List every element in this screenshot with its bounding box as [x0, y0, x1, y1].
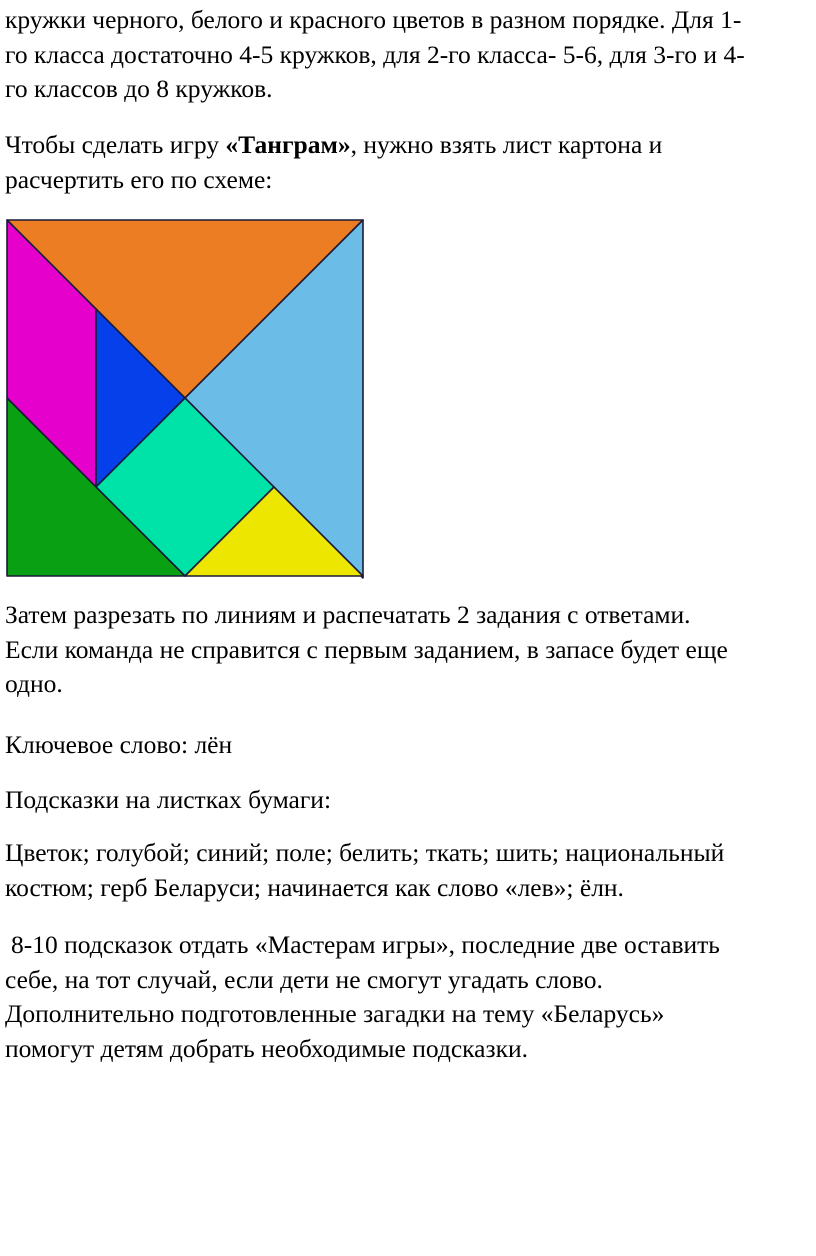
- text-segment: 8-10 подсказок отдать «Мастерам игры», последние две оставить: [11, 930, 720, 959]
- text-line: Подсказки на листках бумаги:: [5, 785, 332, 814]
- text-line: одно.: [5, 669, 63, 698]
- paragraph-game-masters: [5, 928, 720, 1066]
- text-line: кружки черного, белого и красного цветов в разном порядке. Для 1-: [5, 5, 742, 34]
- text-line: Затем разрезать по линиям и распечатать 2 задания с ответами.: [5, 600, 691, 629]
- tangram-diagram: [5, 218, 365, 580]
- paragraph-tangram-intro: [5, 128, 662, 197]
- bold-game-name: «Танграм»: [225, 130, 351, 159]
- text-segment: Чтобы сделать игру: [5, 130, 226, 159]
- text-line: [5, 128, 662, 163]
- text-line: себе, на тот случай, если дети не смогут угадать слово.: [5, 964, 603, 994]
- text-line: костюм; герб Беларуси; начинается как слово «лев»; ёлн.: [5, 872, 624, 902]
- paragraph-circles-instructions: [5, 3, 745, 107]
- paragraph-hints-heading: [5, 783, 331, 818]
- text-line: помогут детям добрать необходимые подсказки.: [5, 1033, 528, 1063]
- paragraph-cut-instructions: [5, 598, 728, 702]
- text-line: [5, 928, 720, 963]
- paragraph-hints-list: [5, 836, 724, 905]
- text-line: го класса достаточно 4-5 кружков, для 2-го класса- 5-6, для 3-го и 4-: [5, 39, 745, 69]
- paragraph-keyword: [5, 728, 232, 763]
- text-line: Ключевое слово: лён: [5, 730, 233, 759]
- text-line: расчертить его по схеме:: [5, 164, 273, 194]
- text-line: Дополнительно подготовленные загадки на тему «Беларусь»: [5, 999, 665, 1028]
- text-line: Цветок; голубой; синий; поле; белить; ткать; шить; национальный: [5, 838, 725, 867]
- text-segment: , нужно взять лист картона и: [350, 130, 663, 159]
- text-line: го классов до 8 кружков.: [5, 74, 273, 103]
- text-line: Если команда не справится с первым заданием, в запасе будет еще: [5, 634, 728, 664]
